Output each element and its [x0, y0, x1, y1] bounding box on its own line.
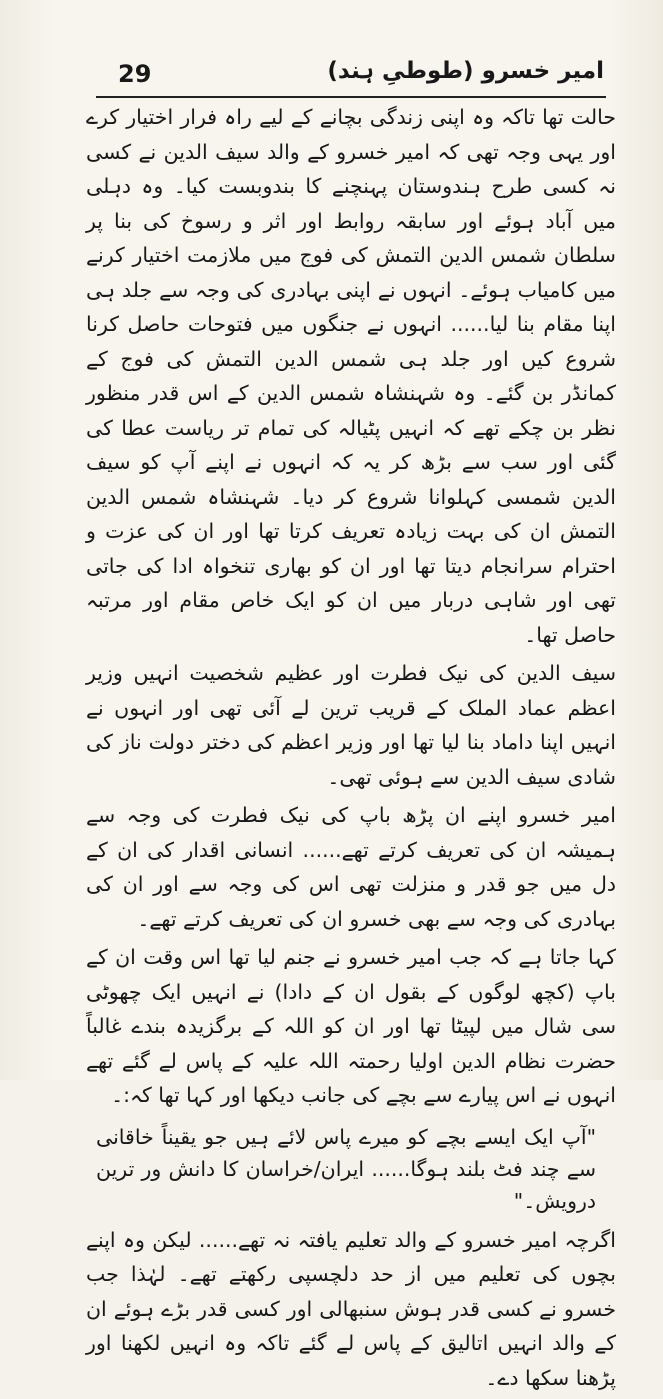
quotation: "آپ ایک ایسے بچے کو میرے پاس لائے ہیں جو یقیناً خاقانی سے چند فٹ بلند ہوگا...... ایران/خراسان کا دانش ور ترین درویش۔" — [96, 1124, 596, 1213]
paragraph-2: سیف الدین کی نیک فطرت اور عظیم شخصیت انہیں وزیر اعظم عماد الملک کے قریب ترین لے آئی تھی اور انہوں نے انہیں اپنا داماد بنا لیا تھا اور وزیر اعظم کی دختر دولت ناز کی شادی سیف الدین سے ہوئی تھی۔ — [86, 661, 616, 789]
page-header — [96, 56, 604, 96]
page-number: 29 — [118, 60, 152, 88]
paragraph-4: کہا جاتا ہے کہ جب امیر خسرو نے جنم لیا تھا اس وقت ان کے باپ (کچھ لوگوں کے بقول ان کے دادا) نے انہیں ایک چھوٹی سی شال میں لپیٹا تھا اور ان کو اللہ کے برگزیدہ بندے غالباً حضرت نظام الدین اولیا رحمتہ اللہ علیہ کے پاس لے گئے تھے انہوں نے اس پیارے سے بچے کی جانب دیکھا اور کہا تھا کہ:۔ — [86, 945, 616, 1107]
header-rule — [96, 96, 606, 98]
body-text — [86, 100, 616, 1399]
paragraph-5: اگرچہ امیر خسرو کے والد تعلیم یافتہ نہ تھے...... لیکن وہ اپنے بچوں کی تعلیم میں از حد دلچسپی رکھتے تھے۔ لہٰذا جب خسرو نے کسی قدر ہوش سنبھالی اور کسی قدر بڑے ہوئے ان کے والد انہیں اتالیق کے پاس لے گئے تاکہ وہ انہیں لکھنا اور پڑھنا سکھا دے۔ — [86, 1227, 616, 1390]
running-title: امیر خسرو (طوطیِ ہند) — [327, 58, 604, 84]
paragraph-3: امیر خسرو اپنے ان پڑھ باپ کی نیک فطرت کی وجہ سے ہمیشہ ان کی تعریف کرتے تھے...... انسانی اقدار کی ان کے دل میں جو قدر و منزلت تھی اس کی وجہ سے اور ان کی بہادری کی وجہ سے بھی خسرو ان کی تعریف کرتے تھے۔ — [86, 803, 616, 931]
paragraph-1: حالت تھا تاکہ وہ اپنی زندگی بچانے کے لیے راہ فرار اختیار کرے اور یہی وجہ تھی کہ امیر خسرو کے والد سیف الدین نے کسی نہ کسی طرح ہندوستان پہنچنے کا بندوبست کیا۔ وہ دہلی میں آباد ہوئے اور سابقہ روابط اور اثر و رسوخ کی بنا پر سلطان شمس الدین التمش کی فوج میں ملازمت اختیار کرنے میں کامیاب ہوئے۔ انہوں نے اپنی بہادری کی وجہ سے جلد ہی اپنا مقام بنا لیا...... انہوں نے جنگوں میں فتوحات حاصل کرنا شروع کیں اور جلد ہی شمس الدین التمش کی فوج کے کمانڈر بن گئے۔ وہ شہنشاہ شمس الدین کے اس قدر منظور نظر بن چکے تھے کہ انہیں پٹیالہ کی تمام تر ریاست عطا کی گئی اور سب سے بڑھ کر یہ کہ انہوں نے اپنے آپ کو سیف الدین شمسی کہلوانا شروع کر دیا۔ شہنشاہ شمس الدین التمش ان کی بہت زیادہ تعریف کرتا تھا اور ان کی عزت و احترام سرانجام دیتا تھا اور ان کو بھاری تنخواہ ادا کی جاتی تھی اور شاہی دربار میں ان کو ایک خاص مقام اور مرتبہ حاصل تھا۔ — [86, 105, 616, 647]
